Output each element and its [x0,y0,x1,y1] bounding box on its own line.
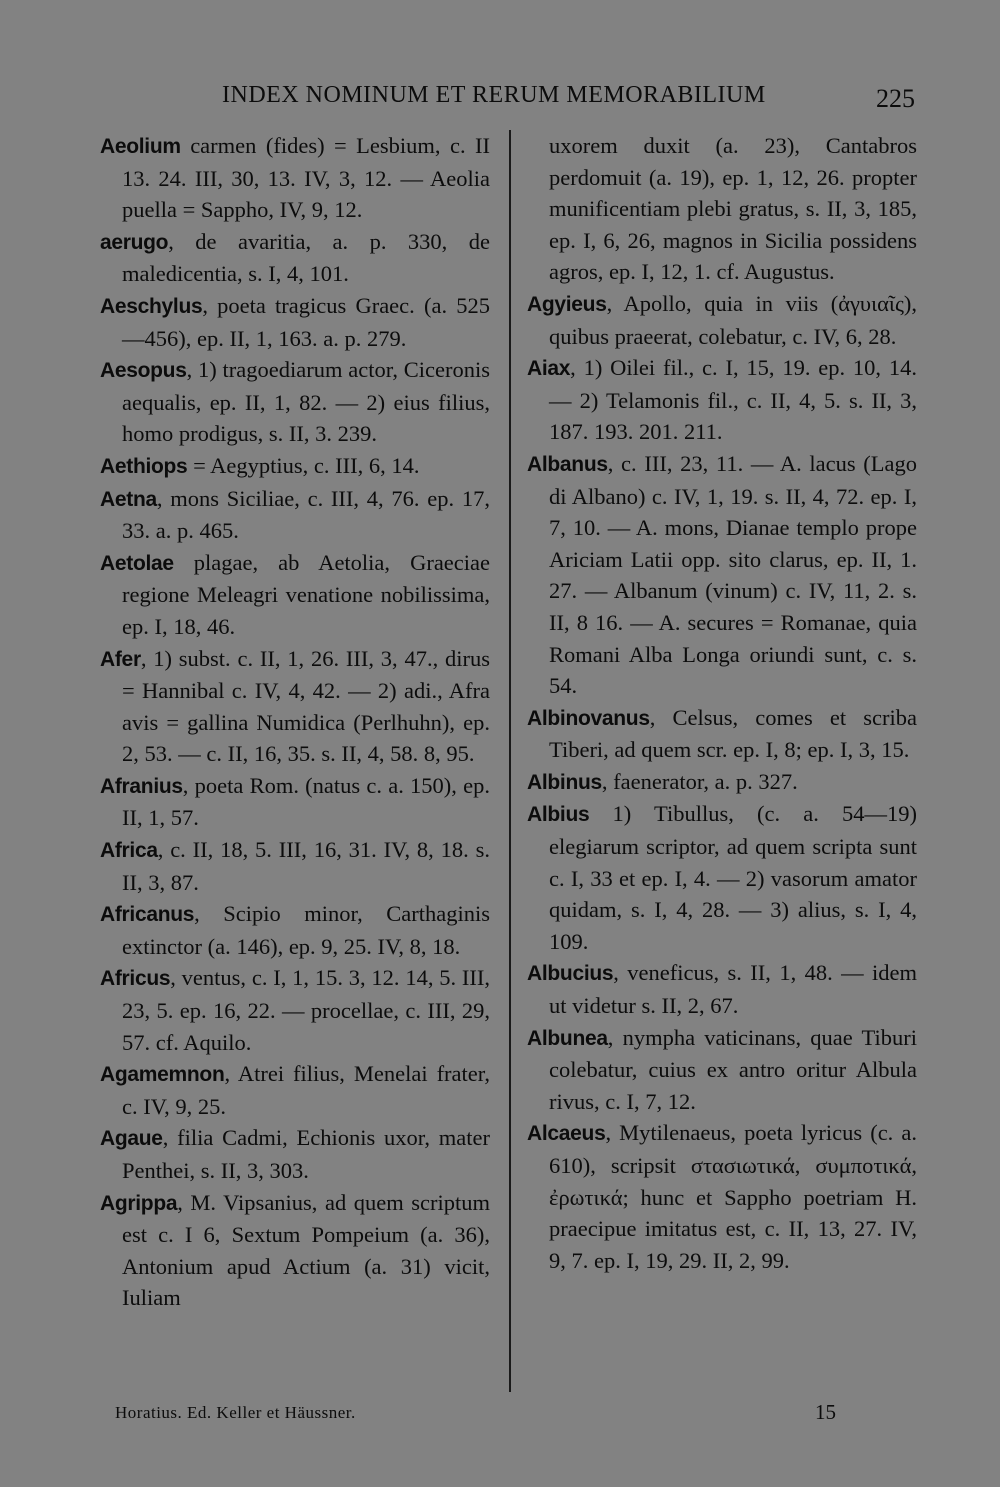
entry-headword: Africa [100,839,158,863]
index-entry [527,448,917,702]
index-entry [100,643,490,770]
entry-text: , Apollo, quia in viis (ἀγυιαῖς), quibus praeerat, colebatur, c. IV, 6, 28. [549,290,917,349]
signature-mark: 15 [815,1400,836,1424]
entry-headword: Albinus [527,770,602,794]
entry-text: , faenerator, a. p. 327. [601,768,798,794]
entry-headword: Albius [527,803,590,827]
entry-text: , 1) Oilei fil., c. I, 15, 19. ep. 10, 14. — 2) Telamonis fil., c. II, 4, 5. s. II, 3, 187. 193. 201. 211. [549,355,917,445]
entry-text: uxorem duxit (a. 23), Cantabros perdomuit (a. 19), ep. 1, 12, 26. propter munificentiam plebi gratus, s. II, 3, 185, ep. I, 6, 26, magnos in Sicilia possidens agros, ep. I, 12, 1. cf. Augustus. [549,133,917,285]
entry-text: , M. Vipsanius, ad quem scriptum est c. I 6, Sextum Pompeium (a. 36), Antonium apud Actium (a. 31) vicit, Iuliam [122,1189,490,1311]
index-entry [100,962,490,1058]
entry-headword: Albinovanus [527,706,650,730]
index-entry [100,1058,490,1122]
page-number: 225 [876,84,915,113]
index-entry [100,226,490,290]
entry-text: 1) Tibullus, (c. a. 54—19) elegiarum scriptor, ad quem scripta sunt c. I, 33 et ep. I, 4. — 2) vasorum amator quidam, s. I, 4, 28. — 3) alius, s. I, 4, 109. [549,801,917,954]
entry-text: , filia Cadmi, Echionis uxor, mater Penthei, s. II, 3, 303. [122,1125,490,1183]
entry-headword: Aetolae [100,551,174,575]
entry-text: , nympha vaticinans, quae Tiburi colebatur, cuius ex antro oritur Albula rivus, c. I, 7, 12. [549,1024,917,1114]
index-entry [527,798,917,957]
entry-headword: Albunea [527,1026,608,1050]
entry-headword: aerugo [100,230,169,254]
footer-imprint: Horatius. Ed. Keller et Häussner. [115,1403,356,1422]
index-entry [527,1022,917,1118]
entry-headword: Agrippa [100,1191,178,1215]
index-entry [100,1187,490,1314]
entry-text: , 1) tragoediarum actor, Ciceronis aequalis, ep. II, 1, 82. — 2) eius filius, homo prodigus, s. II, 3. 239. [122,357,490,447]
index-entry [100,1122,490,1186]
index-entry [527,957,917,1021]
index-entry [100,483,490,547]
entry-headword: Africanus [100,903,195,927]
entry-headword: Albanus [527,452,608,476]
entry-headword: Africus [100,967,171,991]
entry-text: , Mytilenaeus, poeta lyricus (c. a. 610), scripsit στασιωτικά, συμποτικά, ἐρωτικά; hunc et Sappho poetriam H. praecipue imitatus est, c. II, 13, 27. IV, 9, 7. ep. I, 19, 29. II, 2, 99. [549,1120,917,1273]
entry-text: carmen (fides) = Lesbium, c. II 13. 24. III, 30, 13. IV, 3, 12. — Aeolia puella = Sappho, IV, 9, 12. [122,133,490,223]
entry-text: = Aegyptius, c. III, 6, 14. [187,452,420,478]
entry-headword: Aethiops [100,454,188,478]
index-entry [100,354,490,450]
entry-headword: Aesopus [100,359,187,383]
entry-text: , de avaritia, a. p. 330, de maledicentia, s. I, 4, 101. [122,228,490,287]
index-entry [527,702,917,766]
entry-text: , poeta Rom. (natus c. a. 150), ep. II, 1, 57. [122,772,490,831]
index-entry [527,352,917,448]
right-column [527,130,917,1276]
entry-text: , ventus, c. I, 1, 15. 3, 12. 14, 5. III, 23, 5. ep. 16, 22. — procellae, c. III, 29, 57. cf. Aquilo. [122,965,490,1055]
left-column [100,130,490,1314]
index-entry [100,834,490,898]
entry-text: , Scipio minor, Carthaginis extinctor (a. 146), ep. 9, 25. IV, 8, 18. [122,901,490,959]
entry-headword: Aetna [100,487,157,511]
entry-text: , c. III, 23, 11. — A. lacus (Lago di Albano) c. IV, 1, 19. s. II, 4, 72. ep. I, 7, 10. — A. mons, Dianae templo prope Ariciam Latii opp. sito clarus, ep. II, 1. 27. — Albanum (vinum) c. IV, 11, 2. s. II, 8 16. — A. secures = Romanae, quia Romani Alba Longa oriundi sunt, c. s. 54. [549,450,917,699]
entry-text: , mons Siciliae, c. III, 4, 76. ep. 17, 33. a. p. 465. [122,485,490,544]
entry-text: , 1) subst. c. II, 1, 26. III, 3, 47., dirus = Hannibal c. IV, 4, 42. — 2) adi., Afra avis = gallina Numidica (Perlhuhn), ep. 2, 53. — c. II, 16, 35. s. II, 4, 58. 8, 95. [122,645,490,767]
entry-text: , poeta tragicus Graec. (a. 525—456), ep. II, 1, 163. a. p. 279. [122,292,490,351]
running-title: INDEX NOMINUM ET RERUM MEMORABILIUM [222,82,766,108]
running-header [100,78,915,118]
entry-headword: Agaue [100,1127,163,1151]
entry-text: , Celsus, comes et scriba Tiberi, ad quem scr. ep. I, 8; ep. I, 3, 15. [549,704,917,763]
index-entry [527,130,917,288]
entry-headword: Agyieus [527,292,607,316]
entry-headword: Aiax [527,357,571,381]
index-entry [527,288,917,352]
index-entry [527,766,917,799]
entry-headword: Alcaeus [527,1122,606,1146]
entry-text: , veneficus, s. II, 1, 48. — idem ut videtur s. II, 2, 67. [549,960,917,1019]
entry-text: , Atrei filius, Menelai frater, c. IV, 9, 25. [122,1061,490,1119]
index-entry [100,898,490,962]
entry-text: , c. II, 18, 5. III, 16, 31. IV, 8, 18. s. II, 3, 87. [122,837,490,895]
entry-headword: Afer [100,647,141,671]
entry-headword: Afranius [100,774,183,798]
column-divider [509,130,511,1392]
entry-headword: Aeschylus [100,294,203,318]
entry-text: plagae, ab Aetolia, Graeciae regione Meleagri venatione nobilissima, ep. I, 18, 46. [122,549,490,639]
index-entry [100,450,490,483]
entry-headword: Aeolium [100,135,181,158]
index-entry [100,547,490,643]
entry-headword: Albucius [527,962,614,986]
index-entry [100,770,490,834]
entry-headword: Agamemnon [100,1063,225,1087]
index-entry [100,290,490,354]
index-entry [100,130,490,226]
index-entry [527,1117,917,1276]
